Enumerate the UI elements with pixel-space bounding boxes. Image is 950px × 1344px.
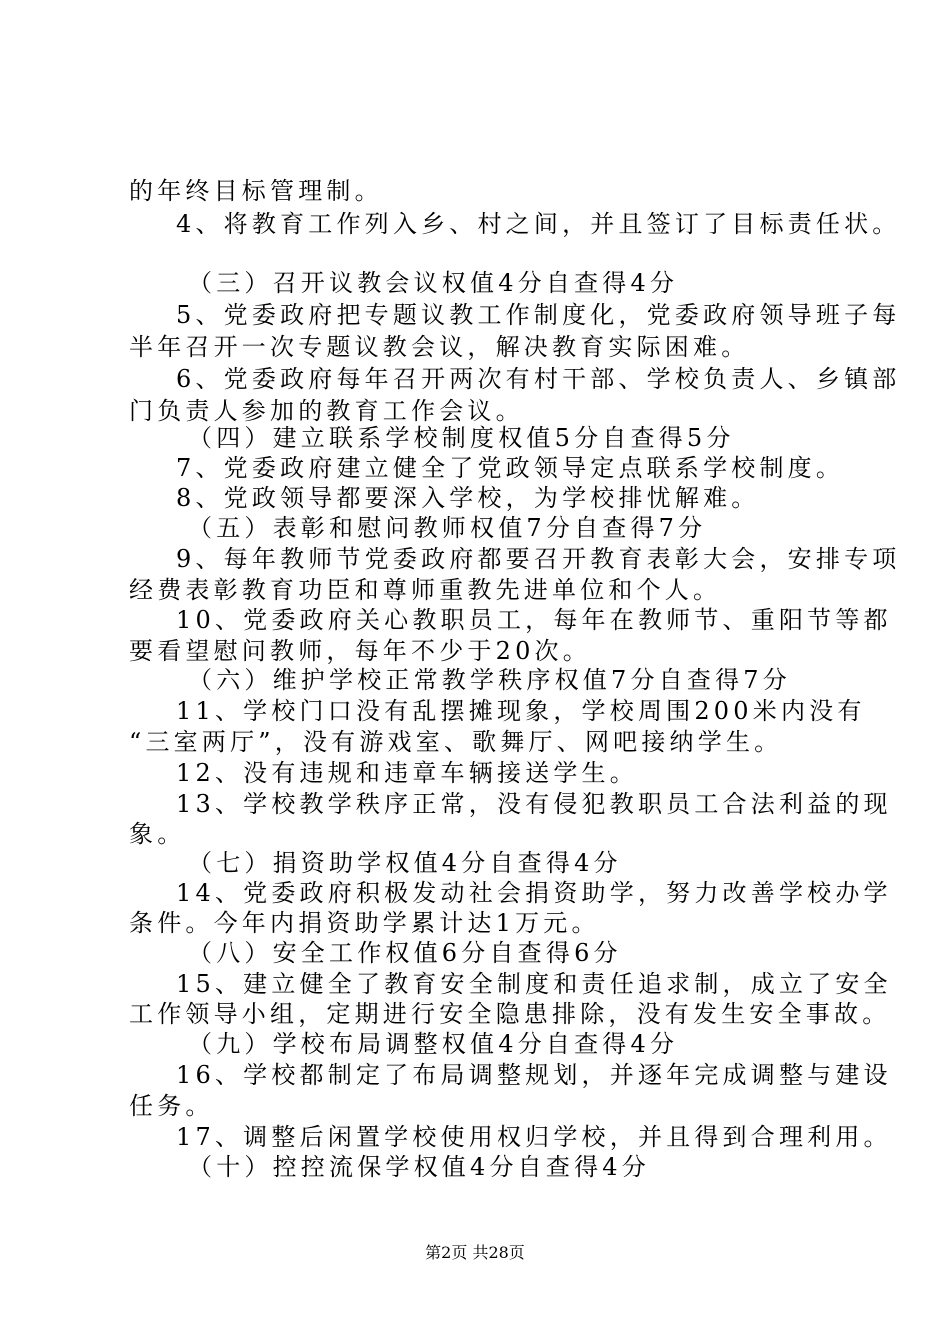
section-heading: （八）安全工作权值6分自查得6分 <box>188 939 622 967</box>
text-line: 工作领导小组，定期进行安全隐患排除，没有发生安全事故。 <box>129 1000 891 1028</box>
section-heading: （三）召开议教会议权值4分自查得4分 <box>188 269 679 297</box>
text-line: 要看望慰问教师，每年不少于20次。 <box>129 637 591 665</box>
text-line: 5、党委政府把专题议教工作制度化，党委政府领导班子每 <box>176 301 901 329</box>
text-line: 任务。 <box>129 1092 214 1120</box>
text-line: 14、党委政府积极发动社会捐资助学，努力改善学校办学 <box>176 879 892 907</box>
text-line: 9、每年教师节党委政府都要召开教育表彰大会，安排专项 <box>176 545 901 573</box>
text-line: 6、党委政府每年召开两次有村干部、学校负责人、乡镇部 <box>176 365 901 393</box>
text-line: 11、学校门口没有乱摆摊现象，学校周围200米内没有 <box>176 697 866 725</box>
section-heading: （十）控控流保学权值4分自查得4分 <box>188 1153 650 1181</box>
section-heading: （四）建立联系学校制度权值5分自查得5分 <box>188 424 735 452</box>
text-line: 的年终目标管理制。 <box>129 177 383 205</box>
section-heading: （七）捐资助学权值4分自查得4分 <box>188 849 622 877</box>
section-heading: （九）学校布局调整权值4分自查得4分 <box>188 1030 679 1058</box>
text-line: 4、将教育工作列入乡、村之间，并且签订了目标责任状。 <box>176 210 901 238</box>
text-line: 13、学校教学秩序正常，没有侵犯教职员工合法利益的现 <box>176 790 892 818</box>
text-line: 象。 <box>129 820 186 848</box>
text-line: 15、建立健全了教育安全制度和责任追求制，成立了安全 <box>176 970 892 998</box>
section-heading: （五）表彰和慰问教师权值7分自查得7分 <box>188 514 707 542</box>
text-line: 条件。今年内捐资助学累计达1万元。 <box>129 909 600 937</box>
text-line: 17、调整后闲置学校使用权归学校，并且得到合理利用。 <box>176 1123 892 1151</box>
text-line: 10、党委政府关心教职员工，每年在教师节、重阳节等都 <box>176 606 892 634</box>
page-footer: 第2页 共28页 <box>425 1243 525 1262</box>
text-line: “三室两厅”，没有游戏室、歌舞厅、网吧接纳学生。 <box>129 728 783 756</box>
text-line: 半年召开一次专题议教会议，解决教育实际困难。 <box>129 333 750 361</box>
text-line: 8、党政领导都要深入学校，为学校排忧解难。 <box>176 484 760 512</box>
text-line: 12、没有违规和违章车辆接送学生。 <box>176 759 638 787</box>
text-line: 经费表彰教育功臣和尊师重教先进单位和个人。 <box>129 576 722 604</box>
text-line: 门负责人参加的教育工作会议。 <box>129 397 524 425</box>
text-line: 7、党委政府建立健全了党政领导定点联系学校制度。 <box>176 454 845 482</box>
text-line: 16、学校都制定了布局调整规划，并逐年完成调整与建设 <box>176 1061 892 1089</box>
section-heading: （六）维护学校正常教学秩序权值7分自查得7分 <box>188 666 791 694</box>
